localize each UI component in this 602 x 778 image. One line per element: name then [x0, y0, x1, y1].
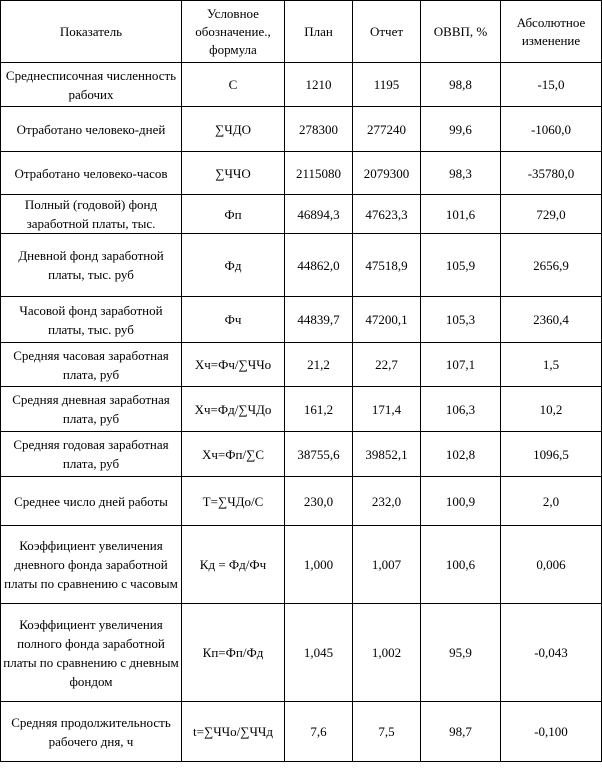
- row-plan: 21,2: [285, 343, 353, 387]
- table-header-row: [1, 1, 602, 63]
- row-plan: 44862,0: [285, 234, 353, 297]
- row-formula: Кп=Фп/Фд: [182, 604, 285, 702]
- row-report: 1,002: [353, 604, 421, 702]
- row-plan: 7,6: [285, 702, 353, 762]
- row-plan: 44839,7: [285, 297, 353, 343]
- row-abs-change: 2656,9: [501, 234, 602, 297]
- row-formula: С: [182, 63, 285, 107]
- row-ovvp: 100,6: [421, 526, 501, 604]
- row-ovvp: 95,9: [421, 604, 501, 702]
- table-row: [1, 297, 602, 343]
- row-indicator: Отработано человеко-часов: [1, 152, 182, 195]
- row-report: 47518,9: [353, 234, 421, 297]
- row-indicator: Средняя часовая заработная плата, руб: [1, 343, 182, 387]
- row-abs-change: 2360,4: [501, 297, 602, 343]
- header-report: Отчет: [353, 1, 421, 63]
- row-plan: 278300: [285, 107, 353, 152]
- table-row: [1, 477, 602, 526]
- table-row: [1, 63, 602, 107]
- row-indicator: Средняя продолжительность рабочего дня, ч: [1, 702, 182, 762]
- row-ovvp: 107,1: [421, 343, 501, 387]
- row-indicator: Среднее число дней работы: [1, 477, 182, 526]
- row-abs-change: 2,0: [501, 477, 602, 526]
- row-formula: t=∑ЧЧо/∑ЧЧд: [182, 702, 285, 762]
- header-plan: План: [285, 1, 353, 63]
- table-row: [1, 526, 602, 604]
- row-report: 1195: [353, 63, 421, 107]
- table-row: [1, 387, 602, 432]
- row-report: 277240: [353, 107, 421, 152]
- row-indicator: Средняя годовая заработная плата, руб: [1, 432, 182, 477]
- row-abs-change: -0,043: [501, 604, 602, 702]
- row-abs-change: 0,006: [501, 526, 602, 604]
- row-ovvp: 98,3: [421, 152, 501, 195]
- row-abs-change: 10,2: [501, 387, 602, 432]
- header-notation: Условное обозначение., формула: [182, 1, 285, 63]
- row-indicator: Среднесписочная численность рабочих: [1, 63, 182, 107]
- row-abs-change: -35780,0: [501, 152, 602, 195]
- row-formula: ∑ЧДО: [182, 107, 285, 152]
- table-row: [1, 152, 602, 195]
- row-ovvp: 102,8: [421, 432, 501, 477]
- row-formula: ∑ЧЧО: [182, 152, 285, 195]
- row-indicator: Часовой фонд заработной платы, тыс. руб: [1, 297, 182, 343]
- row-indicator: Коэффициент увеличения дневного фонда заработной платы по сравнению с часовым: [1, 526, 182, 604]
- table-row: [1, 195, 602, 234]
- row-report: 22,7: [353, 343, 421, 387]
- row-ovvp: 105,3: [421, 297, 501, 343]
- row-report: 2079300: [353, 152, 421, 195]
- table-row: [1, 604, 602, 702]
- row-abs-change: -1060,0: [501, 107, 602, 152]
- row-formula: Кд = Фд/Фч: [182, 526, 285, 604]
- row-report: 47200,1: [353, 297, 421, 343]
- row-plan: 46894,3: [285, 195, 353, 234]
- row-indicator: Отработано человеко-дней: [1, 107, 182, 152]
- header-indicator: Показатель: [1, 1, 182, 63]
- row-formula: Т=∑ЧДо/С: [182, 477, 285, 526]
- row-report: 39852,1: [353, 432, 421, 477]
- row-formula: Фд: [182, 234, 285, 297]
- row-report: 171,4: [353, 387, 421, 432]
- row-plan: 1,045: [285, 604, 353, 702]
- row-formula: Фп: [182, 195, 285, 234]
- row-report: 232,0: [353, 477, 421, 526]
- row-indicator: Полный (годовой) фонд заработной платы, тыс.: [1, 195, 182, 234]
- row-plan: 161,2: [285, 387, 353, 432]
- row-plan: 1210: [285, 63, 353, 107]
- row-report: 7,5: [353, 702, 421, 762]
- row-abs-change: -0,100: [501, 702, 602, 762]
- row-abs-change: -15,0: [501, 63, 602, 107]
- table-row: [1, 432, 602, 477]
- row-ovvp: 106,3: [421, 387, 501, 432]
- row-ovvp: 100,9: [421, 477, 501, 526]
- header-ovvp: ОВВП, %: [421, 1, 501, 63]
- row-plan: 38755,6: [285, 432, 353, 477]
- row-abs-change: 1,5: [501, 343, 602, 387]
- row-formula: Фч: [182, 297, 285, 343]
- row-ovvp: 98,8: [421, 63, 501, 107]
- row-plan: 1,000: [285, 526, 353, 604]
- row-ovvp: 99,6: [421, 107, 501, 152]
- row-ovvp: 98,7: [421, 702, 501, 762]
- row-report: 47623,3: [353, 195, 421, 234]
- row-formula: Xч=Фп/∑С: [182, 432, 285, 477]
- table-row: [1, 702, 602, 762]
- table-row: [1, 343, 602, 387]
- row-abs-change: 1096,5: [501, 432, 602, 477]
- row-formula: Xч=Фч/∑ЧЧо: [182, 343, 285, 387]
- row-plan: 230,0: [285, 477, 353, 526]
- header-abs-change: Абсолютное изменение: [501, 1, 602, 63]
- table-row: [1, 107, 602, 152]
- row-ovvp: 101,6: [421, 195, 501, 234]
- row-indicator: Средняя дневная заработная плата, руб: [1, 387, 182, 432]
- row-report: 1,007: [353, 526, 421, 604]
- row-indicator: Коэффициент увеличения полного фонда заработной платы по сравнению с дневным фондом: [1, 604, 182, 702]
- row-formula: Xч=Фд/∑ЧДо: [182, 387, 285, 432]
- row-indicator: Дневной фонд заработной платы, тыс. руб: [1, 234, 182, 297]
- row-abs-change: 729,0: [501, 195, 602, 234]
- table-row: [1, 234, 602, 297]
- row-plan: 2115080: [285, 152, 353, 195]
- row-ovvp: 105,9: [421, 234, 501, 297]
